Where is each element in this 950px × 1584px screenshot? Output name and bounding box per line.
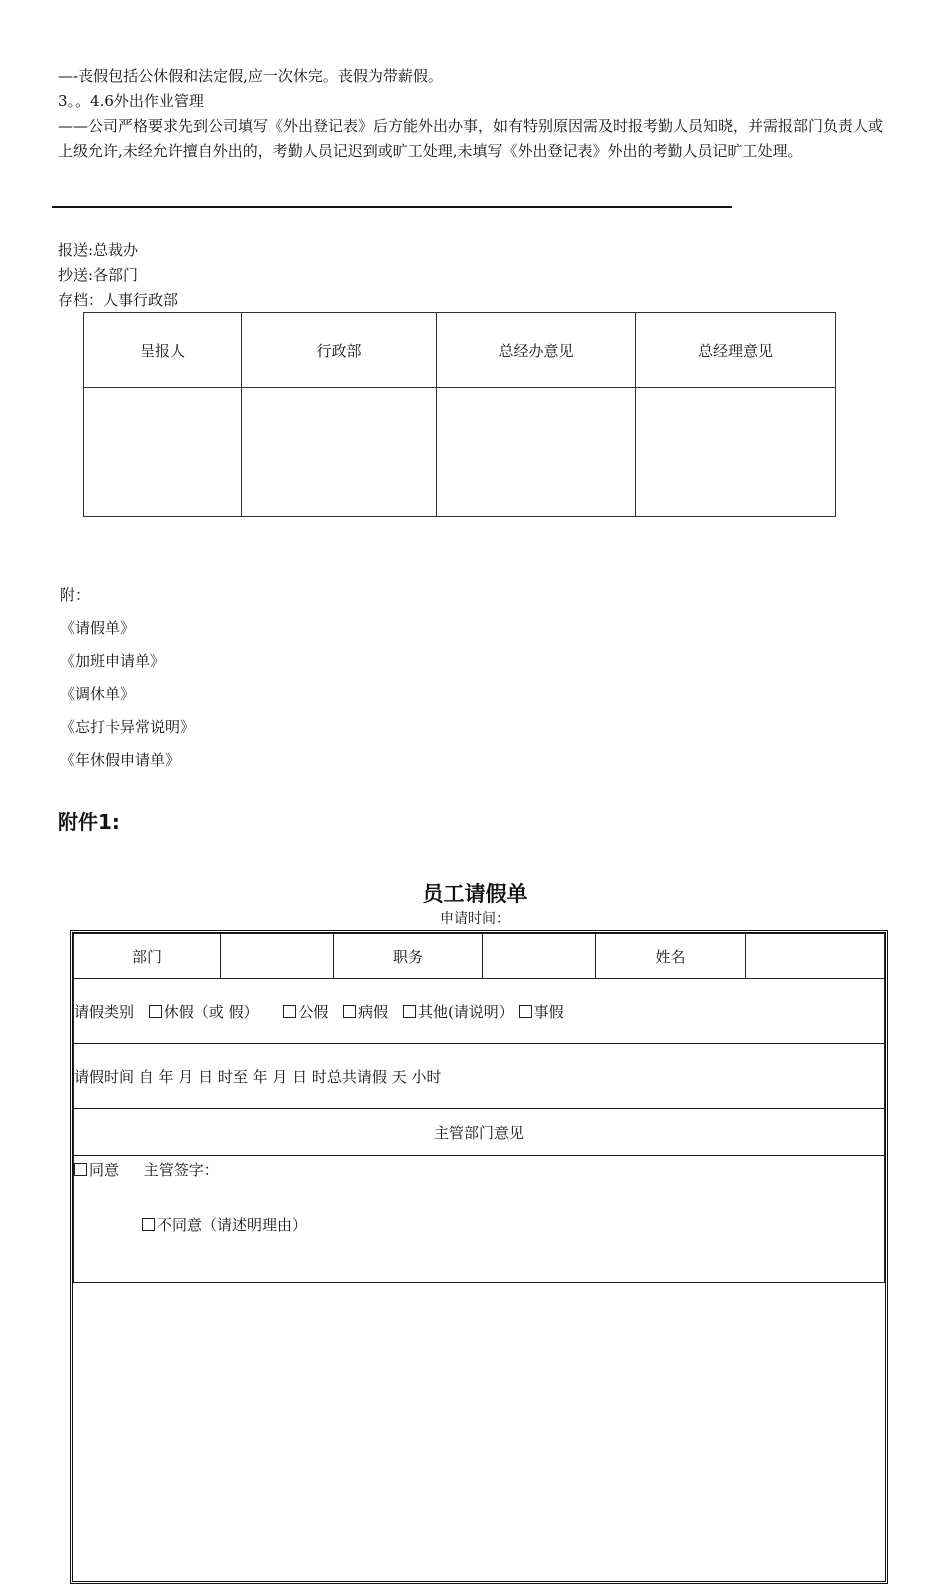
dept-label: 部门: [74, 934, 221, 979]
copy-to: 抄送:各部门: [58, 266, 139, 284]
supervisor-opinion-cell: [74, 1156, 885, 1283]
header-gm-opinion: 总经理意见: [636, 313, 836, 388]
attachment-item: 《忘打卡异常说明》: [60, 718, 196, 736]
checkbox-icon[interactable]: [74, 1163, 87, 1176]
disagree-label: 不同意（请述明理由）: [157, 1216, 308, 1234]
checkbox-icon[interactable]: [283, 1005, 296, 1018]
attachment-item: 《加班申请单》: [60, 652, 166, 670]
leave-time-row[interactable]: 请假时间 自 年 月 日 时至 年 月 日 时总共请假 天 小时: [74, 1044, 885, 1109]
cell-submitter[interactable]: [84, 388, 242, 517]
application-time-label: 申请时间：: [440, 911, 510, 927]
cell-gm-opinion[interactable]: [636, 388, 836, 517]
dept-field[interactable]: [221, 934, 334, 979]
attachment-item: 《请假单》: [60, 619, 136, 637]
header-submitter: 呈报人: [84, 313, 242, 388]
checkbox-icon[interactable]: [142, 1218, 155, 1231]
header-gm-office-opinion: 总经办意见: [437, 313, 636, 388]
option-personal[interactable]: [519, 1003, 564, 1021]
option-label: 休假（或 假）: [163, 1002, 259, 1021]
option-official[interactable]: [283, 1003, 328, 1021]
cell-admin-dept[interactable]: [242, 388, 437, 517]
position-label: 职务: [334, 934, 483, 979]
checkbox-icon[interactable]: [519, 1005, 532, 1018]
leave-type-label: 请假类别: [74, 1002, 135, 1021]
leave-form: [70, 930, 888, 1584]
submit-to: 报送:总裁办: [58, 241, 139, 259]
checkbox-icon[interactable]: [403, 1005, 416, 1018]
archive-to: 存档：人事行政部: [58, 291, 179, 309]
option-label: 其他(请说明）: [417, 1002, 514, 1021]
option-label: 事假: [533, 1002, 564, 1021]
cell-gm-office-opinion[interactable]: [437, 388, 636, 517]
option-vacation[interactable]: [149, 1003, 259, 1021]
supervisor-signature-label: 主管签字：: [143, 1161, 219, 1179]
supervisor-opinion-header: 主管部门意见: [74, 1109, 885, 1156]
checkbox-icon[interactable]: [149, 1005, 162, 1018]
name-label: 姓名: [596, 934, 746, 979]
leave-form-title: 员工请假单: [422, 882, 528, 906]
option-other[interactable]: [403, 1003, 514, 1021]
header-admin-dept: 行政部: [242, 313, 437, 388]
outing-policy-paragraph: ——公司严格要求先到公司填写《外出登记表》后方能外出办事，如有特别原因需及时报考勤人员知晓，并需报部门负责人或上级允许,未经允许擅自外出的，考勤人员记迟到或旷工处理,未填写《外出登记表》外出的考勤人员记旷工处理。: [58, 117, 884, 160]
option-label: 公假: [298, 1002, 329, 1021]
agree-option[interactable]: [74, 1161, 119, 1179]
bereavement-leave-note: —-丧假包括公休假和法定假,应一次休完。丧假为带薪假。: [58, 67, 443, 85]
divider-rule: [52, 206, 732, 208]
option-label: 病假: [358, 1002, 389, 1021]
disagree-option[interactable]: [142, 1216, 307, 1234]
name-field[interactable]: [746, 934, 885, 979]
annex-title: 附件1:: [58, 810, 120, 834]
agree-label: 同意: [89, 1161, 120, 1179]
attachment-item: 《年休假申请单》: [60, 751, 181, 769]
section-heading-outing: 3。。4.6外出作业管理: [58, 92, 204, 110]
attachments-label: 附：: [60, 586, 91, 604]
checkbox-icon[interactable]: [343, 1005, 356, 1018]
position-field[interactable]: [483, 934, 596, 979]
option-sick[interactable]: [343, 1003, 388, 1021]
attachment-item: 《调休单》: [60, 685, 136, 703]
approval-table: [83, 312, 836, 517]
leave-type-row: [74, 979, 885, 1044]
